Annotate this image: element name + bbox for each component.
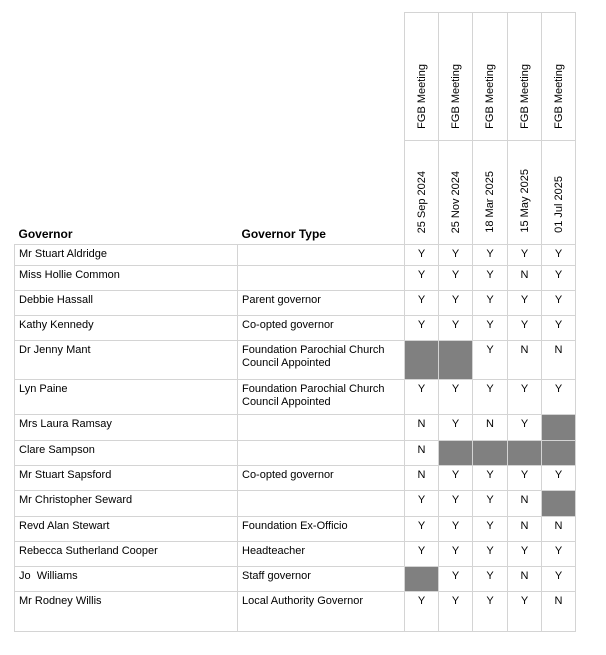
- attendance-cell-not-applicable: [473, 441, 508, 466]
- meeting-date-header: [508, 141, 542, 245]
- attendance-cell: Y: [473, 567, 508, 592]
- attendance-cell: N: [542, 517, 576, 542]
- attendance-cell: N: [508, 341, 542, 380]
- attendance-cell: Y: [405, 291, 439, 316]
- attendance-cell: Y: [439, 567, 473, 592]
- governor-type-cell: Foundation Parochial Church Council Appointed: [238, 380, 405, 415]
- attendance-cell: Y: [508, 415, 542, 441]
- attendance-cell-not-applicable: [405, 567, 439, 592]
- attendance-cell: Y: [508, 245, 542, 266]
- attendance-report: [14, 12, 575, 632]
- attendance-cell: Y: [405, 491, 439, 517]
- governor-type-cell: [238, 245, 405, 266]
- attendance-cell: Y: [542, 567, 576, 592]
- table-row: [15, 567, 576, 592]
- meeting-label: FGB Meeting: [484, 64, 496, 129]
- meeting-date: 18 Mar 2025: [484, 171, 496, 233]
- governor-name-cell: Clare Sampson: [15, 441, 238, 466]
- blank-header-cell: [15, 13, 238, 141]
- meeting-date: 15 May 2025: [518, 169, 531, 233]
- table-row: [15, 266, 576, 291]
- attendance-cell-not-applicable: [439, 441, 473, 466]
- attendance-cell: Y: [473, 291, 508, 316]
- meeting-date-header-row: [15, 141, 576, 245]
- attendance-cell: Y: [439, 466, 473, 491]
- table-row: [15, 592, 576, 632]
- meeting-column-header: [473, 13, 508, 141]
- meeting-date-header: [542, 141, 576, 245]
- attendance-cell: Y: [473, 491, 508, 517]
- governor-name-cell: Mrs Laura Ramsay: [15, 415, 238, 441]
- meeting-label: FGB Meeting: [552, 64, 565, 129]
- table-row: [15, 316, 576, 341]
- table-row: [15, 245, 576, 266]
- attendance-cell: Y: [473, 466, 508, 491]
- attendance-cell: Y: [439, 592, 473, 632]
- table-row: [15, 341, 576, 380]
- governor-name-cell: Mr Stuart Aldridge: [15, 245, 238, 266]
- governor-type-cell: [238, 441, 405, 466]
- attendance-cell: Y: [405, 245, 439, 266]
- attendance-cell: Y: [542, 380, 576, 415]
- attendance-cell: Y: [508, 291, 542, 316]
- attendance-cell: Y: [473, 266, 508, 291]
- attendance-cell: Y: [439, 517, 473, 542]
- attendance-cell-not-applicable: [508, 441, 542, 466]
- attendance-cell: Y: [473, 592, 508, 632]
- table-row: [15, 291, 576, 316]
- attendance-cell: Y: [439, 266, 473, 291]
- governor-name-cell: Lyn Paine: [15, 380, 238, 415]
- meeting-label-header-row: [15, 13, 576, 141]
- governor-type-cell: Foundation Ex-Officio: [238, 517, 405, 542]
- governor-name-cell: Revd Alan Stewart: [15, 517, 238, 542]
- governor-type-cell: [238, 415, 405, 441]
- governor-type-cell: Headteacher: [238, 542, 405, 567]
- attendance-cell: N: [405, 441, 439, 466]
- attendance-cell: Y: [473, 316, 508, 341]
- attendance-cell: Y: [508, 592, 542, 632]
- attendance-cell: Y: [405, 592, 439, 632]
- governor-type-cell: Co-opted governor: [238, 316, 405, 341]
- attendance-cell: Y: [542, 542, 576, 567]
- governor-type-cell: [238, 266, 405, 291]
- governor-name-cell: Mr Stuart Sapsford: [15, 466, 238, 491]
- attendance-cell: Y: [508, 466, 542, 491]
- attendance-cell: N: [542, 341, 576, 380]
- attendance-cell: Y: [473, 542, 508, 567]
- governor-type-column-header: Governor Type: [241, 227, 326, 241]
- attendance-cell: Y: [439, 380, 473, 415]
- attendance-cell: Y: [473, 341, 508, 380]
- attendance-cell: N: [405, 415, 439, 441]
- table-row: [15, 491, 576, 517]
- meeting-date-header: [405, 141, 439, 245]
- governor-name-cell: Rebecca Sutherland Cooper: [15, 542, 238, 567]
- attendance-cell: Y: [508, 380, 542, 415]
- table-row: [15, 380, 576, 415]
- attendance-cell: Y: [542, 291, 576, 316]
- attendance-cell-not-applicable: [542, 491, 576, 517]
- table-row: [15, 517, 576, 542]
- attendance-cell: Y: [405, 266, 439, 291]
- attendance-cell: Y: [405, 542, 439, 567]
- attendance-cell: Y: [439, 291, 473, 316]
- meeting-column-header: [439, 13, 473, 141]
- governor-name-cell: Mr Rodney Willis: [15, 592, 238, 632]
- attendance-cell: Y: [542, 466, 576, 491]
- attendance-cell: Y: [542, 316, 576, 341]
- attendance-cell: N: [508, 567, 542, 592]
- attendance-cell: N: [405, 466, 439, 491]
- governor-type-cell: Co-opted governor: [238, 466, 405, 491]
- attendance-cell: Y: [542, 266, 576, 291]
- attendance-cell: Y: [405, 517, 439, 542]
- attendance-cell: Y: [473, 517, 508, 542]
- meeting-column-header: [542, 13, 576, 141]
- attendance-cell: N: [508, 266, 542, 291]
- governor-type-cell: Staff governor: [238, 567, 405, 592]
- attendance-cell: Y: [439, 245, 473, 266]
- meeting-date-header: [439, 141, 473, 245]
- table-row: [15, 441, 576, 466]
- governor-name-cell: Jo Williams: [15, 567, 238, 592]
- governor-name-cell: Miss Hollie Common: [15, 266, 238, 291]
- attendance-cell: Y: [405, 316, 439, 341]
- meeting-date: 01 Jul 2025: [552, 176, 565, 233]
- attendance-cell: Y: [508, 542, 542, 567]
- attendance-cell: Y: [439, 415, 473, 441]
- attendance-cell: Y: [405, 380, 439, 415]
- meeting-date: 25 Nov 2024: [449, 170, 462, 233]
- blank-header-cell: [238, 13, 405, 141]
- governor-name-cell: Mr Christopher Seward: [15, 491, 238, 517]
- governor-type-cell: [238, 491, 405, 517]
- table-row: [15, 466, 576, 491]
- meeting-column-header: [405, 13, 439, 141]
- attendance-cell: Y: [439, 491, 473, 517]
- meeting-label: FGB Meeting: [518, 64, 531, 129]
- attendance-cell-not-applicable: [542, 441, 576, 466]
- meeting-label: FGB Meeting: [415, 64, 428, 129]
- attendance-cell-not-applicable: [542, 415, 576, 441]
- attendance-cell: Y: [473, 380, 508, 415]
- governor-type-cell: Foundation Parochial Church Council Appointed: [238, 341, 405, 380]
- meeting-date: 25 Sep 2024: [415, 170, 428, 233]
- attendance-cell: Y: [542, 245, 576, 266]
- attendance-cell-not-applicable: [405, 341, 439, 380]
- governor-name-cell: Debbie Hassall: [15, 291, 238, 316]
- governor-name-cell: Dr Jenny Mant: [15, 341, 238, 380]
- table-row: [15, 415, 576, 441]
- table-row: [15, 542, 576, 567]
- meeting-date-header: [473, 141, 508, 245]
- meeting-column-header: [508, 13, 542, 141]
- governor-name-cell: Kathy Kennedy: [15, 316, 238, 341]
- attendance-cell: N: [508, 491, 542, 517]
- attendance-cell: Y: [473, 245, 508, 266]
- attendance-table: [14, 12, 576, 632]
- attendance-cell: N: [508, 517, 542, 542]
- governor-column-header: Governor: [18, 227, 73, 241]
- attendance-cell: N: [473, 415, 508, 441]
- attendance-cell: Y: [508, 316, 542, 341]
- meeting-label: FGB Meeting: [449, 64, 462, 129]
- attendance-cell: N: [542, 592, 576, 632]
- attendance-cell-not-applicable: [439, 341, 473, 380]
- attendance-cell: Y: [439, 542, 473, 567]
- attendance-cell: Y: [439, 316, 473, 341]
- governor-type-cell: Local Authority Governor: [238, 592, 405, 632]
- governor-type-cell: Parent governor: [238, 291, 405, 316]
